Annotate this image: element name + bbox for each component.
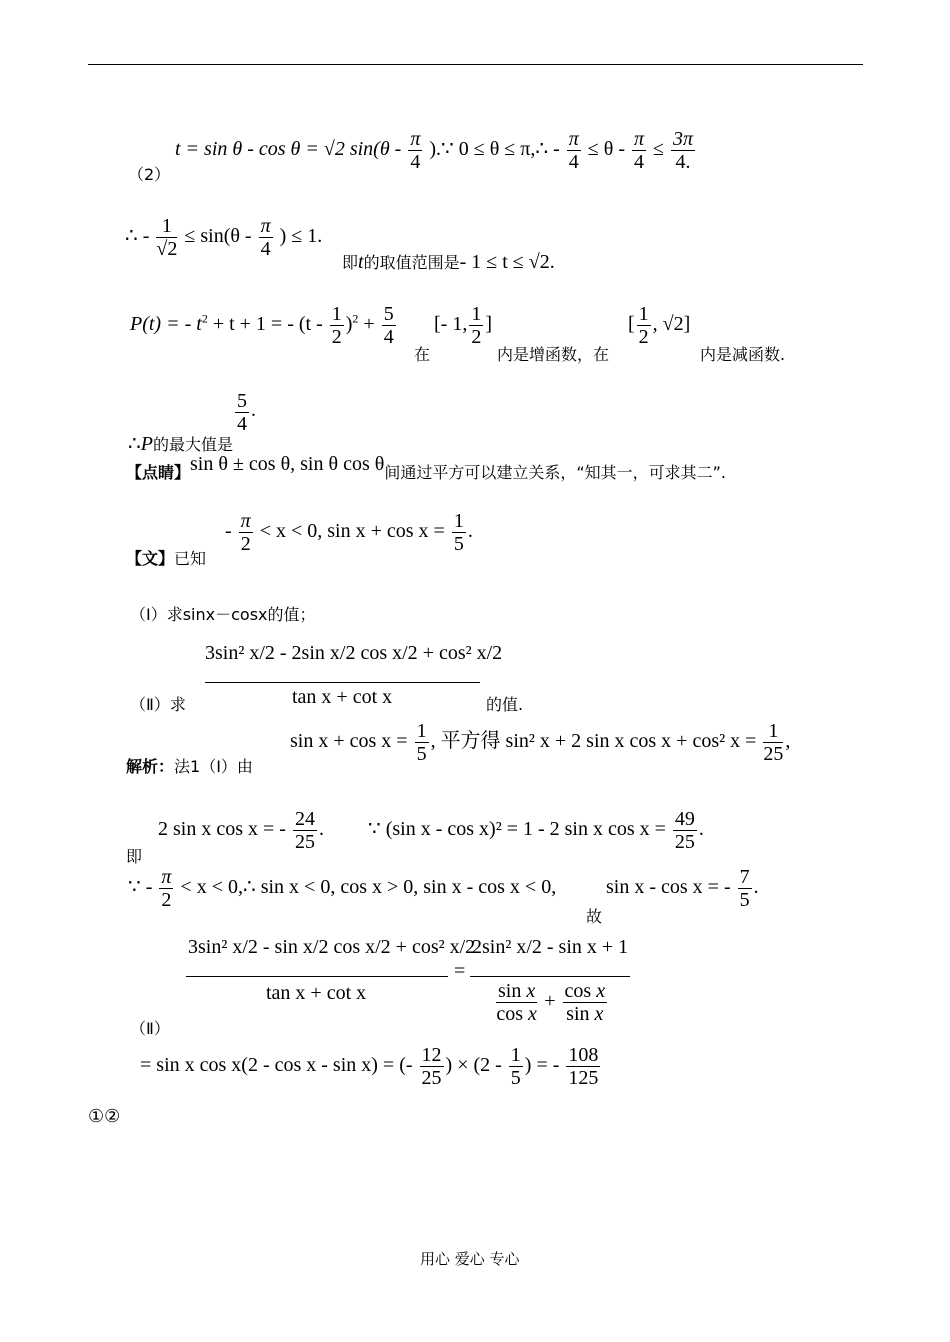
gu-label: 故 (586, 907, 603, 926)
part2-range: 即t的取值范围是- 1 ≤ t ≤ √2. (342, 251, 555, 273)
solution-step-2a: 2 sin x cos x = - $\frac{24}{25}$ . (158, 808, 324, 853)
part2-label: （2） (128, 165, 171, 184)
interval-1: [- 1, $\frac{1}{2}$ ] (434, 303, 492, 348)
question-2-tail: 的值. (486, 695, 524, 714)
solution-step-5: = sin x cos x(2 - cos x - sin x) = (- $\frac{12}{25}$ ) × (2 - $\frac{1}{5}$ ) = - $\frac{108}{125}$ (140, 1044, 599, 1089)
part2-line2: ∴ - $\frac{1}{√2}$ ≤ sin(θ - $\frac{\pi}{4}$ ) ≤ 1. (125, 215, 323, 260)
part-ii-numerator: 3sin² x/2 - sin x/2 cos x/2 + cos² x/2 (188, 936, 476, 958)
header-rule (88, 64, 863, 65)
solution-step-1: sin x + cos x = $\frac{1}{5}$ , 平方得 sin² x + 2 sin x cos x + cos² x = $\frac{1}{25}$ , (290, 720, 791, 765)
question-2-fraction-bar (205, 682, 480, 683)
question-2-label: （Ⅱ）求 (130, 695, 186, 714)
wen-line: 【文】已知 (126, 549, 207, 568)
decreasing-text: 内是减函数. (700, 345, 786, 364)
part-ii-denominator: tan x + cot x (266, 982, 367, 1004)
part-ii-equals: = (454, 960, 466, 982)
question-2-denominator: tan x + cot x (292, 686, 393, 708)
wen-condition: - $\frac{\pi}{2}$ < x < 0, sin x + cos x = $\frac{1}{5}$ . (225, 510, 473, 555)
part-ii-right-denominator: $\frac{\text{sin x}}{\text{cos x}}$ + $\frac{\text{cos x}}{\text{sin x}}$ (496, 980, 606, 1025)
part-ii-right-fraction-bar (470, 976, 630, 977)
max-line: ∴P的最大值是 $\frac{5}{4}$ . (128, 390, 256, 456)
part2-p-expr: P(t) = - $t^2 + t + 1$ = - (t - $\frac{1}{2}$ )$^2$ + $\frac{5}{4}$ (130, 303, 394, 348)
solution-header: 解析：法1（Ⅰ）由 (126, 757, 253, 776)
tip-line: 【点睛】sin θ ± cos θ, sin θ cos θ间通过平方可以建立关系，“知其一，可求其二”. (126, 453, 726, 482)
footer-text: 用心 爱心 专心 (420, 1250, 520, 1268)
solution-step-3b: sin x - cos x = - $\frac{7}{5}$ . (606, 866, 759, 911)
increasing-text: 内是增函数，在 (497, 345, 610, 364)
zai-1: 在 (414, 345, 431, 364)
part-ii-fraction-bar (186, 976, 448, 977)
solution-step-3a: ∵ - $\frac{\pi}{2}$ < x < 0,∴ sin x < 0, cos x > 0, sin x - cos x < 0, (128, 866, 557, 911)
ji-label: 即 (126, 847, 143, 866)
part2-line1: t = sin θ - cos θ = √2 sin(θ - $\frac{\pi}{4}$ ).∵ 0 ≤ θ ≤ π,∴ - $\frac{\pi}{4}$ ≤ θ - $\frac{\pi}{4}$ ≤ $\frac{3\pi}{4.}$ (175, 128, 694, 173)
question-2-numerator: 3sin² x/2 - 2sin x/2 cos x/2 + cos² x/2 (205, 642, 503, 664)
solution-step-2b: ∵ (sin x - cos x)² = 1 - 2 sin x cos x = $\frac{49}{25}$ . (368, 808, 704, 853)
part-ii-right-numerator: 2sin² x/2 - sin x + 1 (472, 936, 629, 958)
part-ii-label: （Ⅱ） (130, 1019, 170, 1038)
circled-numbers: ①② (88, 1106, 121, 1126)
interval-2: [ $\frac{1}{2}$ , √2] (628, 303, 691, 348)
question-1: （I）求sinx－cosx的值； (130, 605, 316, 624)
